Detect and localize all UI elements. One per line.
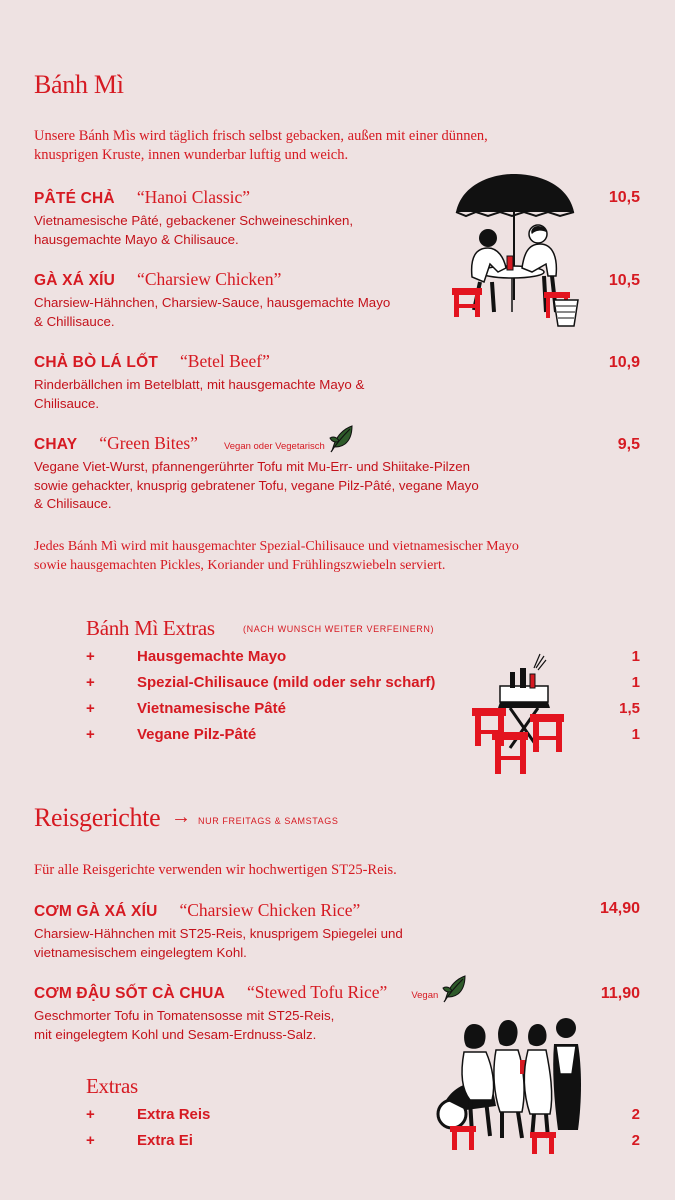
banh-mi-intro <box>34 127 488 165</box>
item-description <box>34 294 390 331</box>
item-subtitle: “Charsiew Chicken Rice” <box>179 900 361 920</box>
desc-line: Charsiew-Hähnchen, Charsiew-Sauce, hausgemachte Mayo <box>34 295 391 310</box>
item-name: GÀ XÁ XÍU <box>34 272 116 289</box>
desc-line: Rinderbällchen im Betelblatt, mit hausgemachte Mayo & <box>34 377 365 392</box>
menu-item <box>34 187 250 208</box>
menu-item <box>34 269 281 290</box>
leaf-icon <box>441 973 467 1005</box>
item-description <box>34 212 353 249</box>
menu-item <box>34 982 438 1003</box>
banh-mi-note <box>34 537 519 575</box>
item-price: 10,5 <box>608 272 640 289</box>
section-title-reis: Reisgerichte <box>34 803 161 832</box>
desc-line: Chilisauce. <box>34 395 100 411</box>
item-name: CHAY <box>34 436 78 453</box>
desc-line: sowie gehackter, knusprig gebratener Tofu, vegane Pilz-Pâté, vegane Mayo <box>34 477 479 493</box>
item-price: 9,5 <box>617 436 640 453</box>
plus-icon: + <box>86 700 95 717</box>
extra-name: Vietnamesische Pâté <box>137 700 286 717</box>
desc-line: & Chillisauce. <box>34 313 115 329</box>
desc-line: vietnamesischem eingelegtem Kohl. <box>34 944 247 960</box>
extra-price: 1 <box>631 726 640 743</box>
extra-name: Spezial-Chilisauce (mild oder sehr scharf) <box>137 674 436 691</box>
item-name: CƠM GÀ XÁ XÍU <box>34 903 158 920</box>
plus-icon: + <box>86 674 95 691</box>
extras-subtitle: (NACH WUNSCH WEITER VERFEINERN) <box>243 624 435 634</box>
item-description <box>34 458 479 514</box>
note-line: sowie hausgemachten Pickles, Koriander und Frühlingszwiebeln serviert. <box>34 558 446 573</box>
extra-name: Extra Ei <box>137 1132 193 1149</box>
item-subtitle: “Betel Beef” <box>180 351 270 371</box>
extra-price: 2 <box>631 1106 640 1123</box>
desc-line: hausgemachte Mayo & Chilisauce. <box>34 231 239 247</box>
item-price: 14,90 <box>599 900 640 917</box>
friends-scooter-illustration <box>436 1014 586 1156</box>
item-price: 11,90 <box>600 985 640 1002</box>
item-description <box>34 1007 334 1044</box>
section-title-banh-mi: Bánh Mì <box>34 70 124 99</box>
desc-line: & Chilisauce. <box>34 496 112 511</box>
extra-price: 1 <box>631 674 640 691</box>
extra-name: Hausgemachte Mayo <box>137 648 287 665</box>
note-line: Jedes Bánh Mì wird mit hausgemachter Spezial-Chilisauce und vietnamesischer Mayo <box>34 539 519 554</box>
stools-illustration <box>470 652 570 780</box>
desc-line: mit eingelegtem Kohl und Sesam-Erdnuss-Salz. <box>34 1026 317 1042</box>
extra-price: 1 <box>631 648 640 665</box>
desc-line: Geschmorter Tofu in Tomatensosse mit ST25-Reis, <box>34 1008 335 1023</box>
item-name: PÂTÉ CHẢ <box>34 190 115 207</box>
desc-line: Charsiew-Hähnchen mit ST25-Reis, knusprigem Spiegelei und <box>34 926 403 941</box>
leaf-icon <box>328 424 354 454</box>
item-description <box>34 376 364 413</box>
item-subtitle: “Hanoi Classic” <box>136 187 251 207</box>
intro-line: knusprigen Kruste, innen wunderbar luftig und weich. <box>34 147 349 163</box>
plus-icon: + <box>86 726 95 743</box>
plus-icon: + <box>86 648 95 665</box>
plus-icon: + <box>86 1106 95 1123</box>
item-name: CHẢ BÒ LÁ LỐT <box>34 354 159 371</box>
vegan-tag: Vegan <box>411 990 439 1001</box>
extra-name: Vegane Pilz-Pâté <box>137 726 257 743</box>
plus-icon: + <box>86 1132 95 1149</box>
item-subtitle: “Stewed Tofu Rice” <box>246 982 388 1002</box>
reis-intro: Für alle Reisgerichte verwenden wir hochwertigen ST25-Reis. <box>34 862 397 878</box>
extra-name: Extra Reis <box>137 1106 211 1123</box>
umbrella-table-illustration <box>452 172 582 332</box>
extra-price: 1,5 <box>619 700 640 717</box>
item-price: 10,5 <box>608 189 640 206</box>
item-name: CƠM ĐẬU SỐT CÀ CHUA <box>34 985 225 1002</box>
arrow-right-icon: → <box>171 806 191 828</box>
menu-item <box>34 351 270 372</box>
intro-line: Unsere Bánh Mìs wird täglich frisch selbst gebacken, außen mit einer dünnen, <box>34 128 488 144</box>
reis-badge: NUR FREITAGS & SAMSTAGS <box>198 816 339 826</box>
extra-price: 2 <box>631 1132 640 1149</box>
item-subtitle: “Charsiew Chicken” <box>137 269 282 289</box>
item-subtitle: “Green Bites” <box>99 433 198 453</box>
section-title-extras-reis: Extras <box>86 1074 138 1098</box>
item-price: 10,9 <box>608 354 640 371</box>
desc-line: Vietnamesische Pâté, gebackener Schweineschinken, <box>34 213 354 228</box>
menu-item <box>34 433 325 454</box>
menu-item <box>34 900 360 921</box>
item-description <box>34 925 403 962</box>
vegan-tag: Vegan oder Vegetarisch <box>223 441 325 452</box>
desc-line: Vegane Viet-Wurst, pfannengerührter Tofu mit Mu-Err- und Shiitake-Pilzen <box>34 459 471 474</box>
section-title-extras: Bánh Mì Extras <box>86 616 215 640</box>
